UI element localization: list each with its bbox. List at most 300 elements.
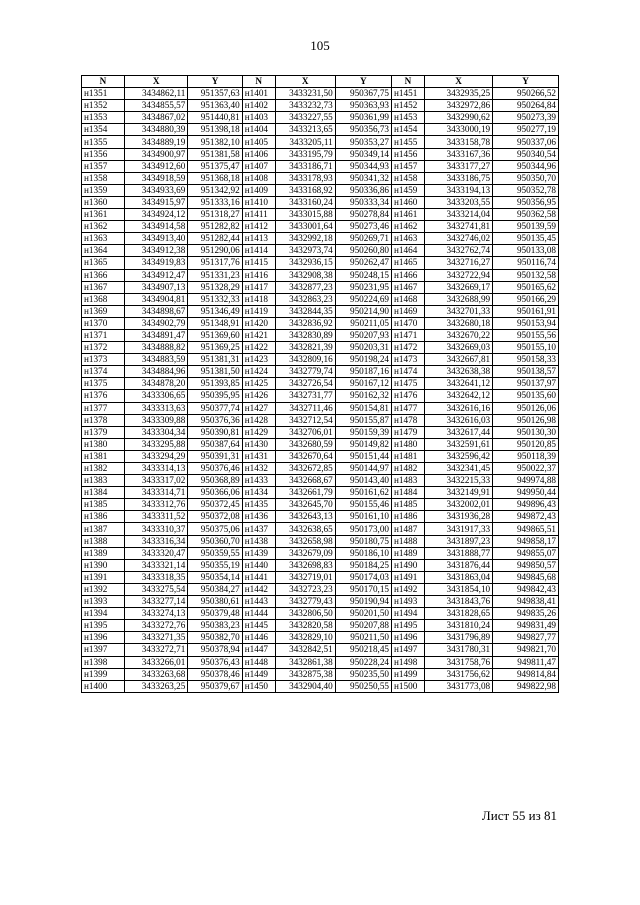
x-coordinate-cell: 3431854,10: [424, 583, 492, 595]
point-id-cell: н1369: [82, 305, 125, 317]
table-row: [82, 426, 559, 438]
y-coordinate-cell: 950155,87: [335, 414, 391, 426]
x-coordinate-cell: 3434862,11: [124, 88, 187, 100]
y-coordinate-cell: 950376,43: [188, 656, 242, 668]
point-id-cell: н1388: [82, 535, 125, 547]
table-row: [82, 535, 559, 547]
point-id-cell: н1446: [242, 632, 275, 644]
y-coordinate-cell: 950350,70: [493, 172, 559, 184]
x-coordinate-cell: 3432670,22: [424, 329, 492, 341]
x-coordinate-cell: 3432820,58: [275, 620, 335, 632]
y-coordinate-cell: 951375,47: [188, 160, 242, 172]
point-id-cell: н1493: [392, 596, 425, 608]
x-coordinate-cell: 3432861,38: [275, 656, 335, 668]
point-id-cell: н1497: [392, 644, 425, 656]
y-coordinate-cell: 950211,05: [335, 317, 391, 329]
x-coordinate-cell: 3433015,88: [275, 209, 335, 221]
y-coordinate-cell: 949855,07: [493, 547, 559, 559]
point-id-cell: н1425: [242, 378, 275, 390]
point-id-cell: н1483: [392, 475, 425, 487]
y-coordinate-cell: 949822,98: [493, 680, 559, 692]
point-id-cell: н1444: [242, 608, 275, 620]
x-coordinate-cell: 3433277,14: [124, 596, 187, 608]
point-id-cell: н1404: [242, 124, 275, 136]
column-header-y: Y: [335, 76, 391, 88]
y-coordinate-cell: 950149,82: [335, 438, 391, 450]
x-coordinate-cell: 3434855,57: [124, 100, 187, 112]
table-row: [82, 366, 559, 378]
point-id-cell: н1437: [242, 523, 275, 535]
y-coordinate-cell: 951290,06: [188, 245, 242, 257]
table-row: [82, 547, 559, 559]
point-id-cell: н1415: [242, 257, 275, 269]
x-coordinate-cell: 3432904,40: [275, 680, 335, 692]
y-coordinate-cell: 950235,50: [335, 668, 391, 680]
y-coordinate-cell: 950231,95: [335, 281, 391, 293]
y-coordinate-cell: 949858,17: [493, 535, 559, 547]
point-id-cell: н1376: [82, 390, 125, 402]
point-id-cell: н1398: [82, 656, 125, 668]
y-coordinate-cell: 951348,91: [188, 317, 242, 329]
point-id-cell: н1365: [82, 257, 125, 269]
point-id-cell: н1358: [82, 172, 125, 184]
y-coordinate-cell: 950361,99: [335, 112, 391, 124]
y-coordinate-cell: 950344,96: [493, 160, 559, 172]
point-id-cell: н1412: [242, 221, 275, 233]
y-coordinate-cell: 951328,29: [188, 281, 242, 293]
x-coordinate-cell: 3432779,43: [275, 596, 335, 608]
table-row: [82, 209, 559, 221]
x-coordinate-cell: 3432829,10: [275, 632, 335, 644]
x-coordinate-cell: 3433000,19: [424, 124, 492, 136]
point-id-cell: н1356: [82, 148, 125, 160]
y-coordinate-cell: 950362,58: [493, 209, 559, 221]
point-id-cell: н1438: [242, 535, 275, 547]
point-id-cell: н1407: [242, 160, 275, 172]
point-id-cell: н1368: [82, 293, 125, 305]
x-coordinate-cell: 3432645,70: [275, 499, 335, 511]
y-coordinate-cell: 950383,23: [188, 620, 242, 632]
table-row: [82, 390, 559, 402]
x-coordinate-cell: 3431897,23: [424, 535, 492, 547]
point-id-cell: н1396: [82, 632, 125, 644]
point-id-cell: н1489: [392, 547, 425, 559]
point-id-cell: н1498: [392, 656, 425, 668]
x-coordinate-cell: 3431936,28: [424, 511, 492, 523]
y-coordinate-cell: 951382,10: [188, 136, 242, 148]
y-coordinate-cell: 950158,33: [493, 354, 559, 366]
point-id-cell: н1422: [242, 342, 275, 354]
point-id-cell: н1431: [242, 450, 275, 462]
y-coordinate-cell: 951369,25: [188, 342, 242, 354]
x-coordinate-cell: 3432741,81: [424, 221, 492, 233]
x-coordinate-cell: 3432669,17: [424, 281, 492, 293]
x-coordinate-cell: 3432706,01: [275, 426, 335, 438]
point-id-cell: н1392: [82, 583, 125, 595]
column-header-x: X: [275, 76, 335, 88]
y-coordinate-cell: 950273,46: [335, 221, 391, 233]
column-header-y: Y: [188, 76, 242, 88]
point-id-cell: н1383: [82, 475, 125, 487]
point-id-cell: н1391: [82, 571, 125, 583]
y-coordinate-cell: 951318,27: [188, 209, 242, 221]
x-coordinate-cell: 3433294,29: [124, 450, 187, 462]
table-row: [82, 608, 559, 620]
y-coordinate-cell: 950187,16: [335, 366, 391, 378]
y-coordinate-cell: 950380,61: [188, 596, 242, 608]
coordinates-table: [81, 75, 559, 693]
y-coordinate-cell: 949831,49: [493, 620, 559, 632]
point-id-cell: н1389: [82, 547, 125, 559]
x-coordinate-cell: 3433271,35: [124, 632, 187, 644]
point-id-cell: н1499: [392, 668, 425, 680]
y-coordinate-cell: 950354,14: [188, 571, 242, 583]
x-coordinate-cell: 3434912,47: [124, 269, 187, 281]
y-coordinate-cell: 950356,73: [335, 124, 391, 136]
y-coordinate-cell: 950153,94: [493, 317, 559, 329]
point-id-cell: н1472: [392, 342, 425, 354]
x-coordinate-cell: 3432638,65: [275, 523, 335, 535]
x-coordinate-cell: 3432642,12: [424, 390, 492, 402]
x-coordinate-cell: 3432972,86: [424, 100, 492, 112]
x-coordinate-cell: 3432731,77: [275, 390, 335, 402]
table-row: [82, 632, 559, 644]
x-coordinate-cell: 3433186,71: [275, 160, 335, 172]
point-id-cell: н1476: [392, 390, 425, 402]
y-coordinate-cell: 949838,41: [493, 596, 559, 608]
table-row: [82, 680, 559, 692]
x-coordinate-cell: 3433177,27: [424, 160, 492, 172]
x-coordinate-cell: 3433274,13: [124, 608, 187, 620]
x-coordinate-cell: 3433314,71: [124, 487, 187, 499]
table-row: [82, 112, 559, 124]
point-id-cell: н1485: [392, 499, 425, 511]
x-coordinate-cell: 3434878,20: [124, 378, 187, 390]
table-row: [82, 329, 559, 341]
y-coordinate-cell: 950278,84: [335, 209, 391, 221]
table-row: [82, 124, 559, 136]
point-id-cell: н1409: [242, 184, 275, 196]
point-id-cell: н1420: [242, 317, 275, 329]
table-row: [82, 342, 559, 354]
table-row: [82, 100, 559, 112]
point-id-cell: н1467: [392, 281, 425, 293]
x-coordinate-cell: 3433160,24: [275, 196, 335, 208]
point-id-cell: н1450: [242, 680, 275, 692]
y-coordinate-cell: 950349,14: [335, 148, 391, 160]
x-coordinate-cell: 3432617,44: [424, 426, 492, 438]
y-coordinate-cell: 950180,75: [335, 535, 391, 547]
point-id-cell: н1457: [392, 160, 425, 172]
point-id-cell: н1402: [242, 100, 275, 112]
point-id-cell: н1361: [82, 209, 125, 221]
point-id-cell: н1395: [82, 620, 125, 632]
x-coordinate-cell: 3433227,55: [275, 112, 335, 124]
y-coordinate-cell: 950395,95: [188, 390, 242, 402]
x-coordinate-cell: 3433231,50: [275, 88, 335, 100]
y-coordinate-cell: 951381,50: [188, 366, 242, 378]
x-coordinate-cell: 3432688,99: [424, 293, 492, 305]
y-coordinate-cell: 950336,86: [335, 184, 391, 196]
point-id-cell: н1403: [242, 112, 275, 124]
point-id-cell: н1449: [242, 668, 275, 680]
point-id-cell: н1419: [242, 305, 275, 317]
point-id-cell: н1394: [82, 608, 125, 620]
point-id-cell: н1427: [242, 402, 275, 414]
y-coordinate-cell: 950367,75: [335, 88, 391, 100]
point-id-cell: н1379: [82, 426, 125, 438]
table-row: [82, 559, 559, 571]
point-id-cell: н1352: [82, 100, 125, 112]
y-coordinate-cell: 950137,97: [493, 378, 559, 390]
point-id-cell: н1468: [392, 293, 425, 305]
x-coordinate-cell: 3432806,50: [275, 608, 335, 620]
x-coordinate-cell: 3432680,18: [424, 317, 492, 329]
point-id-cell: н1380: [82, 438, 125, 450]
point-id-cell: н1465: [392, 257, 425, 269]
x-coordinate-cell: 3432341,45: [424, 463, 492, 475]
table-row: [82, 196, 559, 208]
y-coordinate-cell: 951368,18: [188, 172, 242, 184]
y-coordinate-cell: 950174,03: [335, 571, 391, 583]
y-coordinate-cell: 950363,93: [335, 100, 391, 112]
table-row: [82, 233, 559, 245]
point-id-cell: н1455: [392, 136, 425, 148]
table-row: [82, 499, 559, 511]
point-id-cell: н1370: [82, 317, 125, 329]
y-coordinate-cell: 950144,97: [335, 463, 391, 475]
y-coordinate-cell: 950190,94: [335, 596, 391, 608]
x-coordinate-cell: 3434902,79: [124, 317, 187, 329]
y-coordinate-cell: 949872,43: [493, 511, 559, 523]
x-coordinate-cell: 3433313,63: [124, 402, 187, 414]
y-coordinate-cell: 950228,24: [335, 656, 391, 668]
table-row: [82, 257, 559, 269]
y-coordinate-cell: 950120,85: [493, 438, 559, 450]
y-coordinate-cell: 950203,31: [335, 342, 391, 354]
y-coordinate-cell: 949974,88: [493, 475, 559, 487]
y-coordinate-cell: 950260,80: [335, 245, 391, 257]
y-coordinate-cell: 950333,34: [335, 196, 391, 208]
x-coordinate-cell: 3433304,34: [124, 426, 187, 438]
x-coordinate-cell: 3433309,88: [124, 414, 187, 426]
x-coordinate-cell: 3432591,61: [424, 438, 492, 450]
point-id-cell: н1477: [392, 402, 425, 414]
x-coordinate-cell: 3431917,33: [424, 523, 492, 535]
x-coordinate-cell: 3434884,96: [124, 366, 187, 378]
y-coordinate-cell: 950132,58: [493, 269, 559, 281]
column-header-n: N: [392, 76, 425, 88]
x-coordinate-cell: 3432844,35: [275, 305, 335, 317]
x-coordinate-cell: 3432723,23: [275, 583, 335, 595]
x-coordinate-cell: 3432698,83: [275, 559, 335, 571]
point-id-cell: н1364: [82, 245, 125, 257]
x-coordinate-cell: 3432679,09: [275, 547, 335, 559]
point-id-cell: н1375: [82, 378, 125, 390]
x-coordinate-cell: 3432779,74: [275, 366, 335, 378]
y-coordinate-cell: 950022,37: [493, 463, 559, 475]
table-row: [82, 402, 559, 414]
point-id-cell: н1492: [392, 583, 425, 595]
point-id-cell: н1351: [82, 88, 125, 100]
table-row: [82, 438, 559, 450]
y-coordinate-cell: 949814,84: [493, 668, 559, 680]
table-row: [82, 475, 559, 487]
page-number: 105: [310, 38, 330, 53]
point-id-cell: н1479: [392, 426, 425, 438]
x-coordinate-cell: 3433311,52: [124, 511, 187, 523]
y-coordinate-cell: 950159,39: [335, 426, 391, 438]
point-id-cell: н1441: [242, 571, 275, 583]
x-coordinate-cell: 3432669,03: [424, 342, 492, 354]
y-coordinate-cell: 949845,68: [493, 571, 559, 583]
x-coordinate-cell: 3432658,98: [275, 535, 335, 547]
x-coordinate-cell: 3432149,91: [424, 487, 492, 499]
x-coordinate-cell: 3432877,23: [275, 281, 335, 293]
point-id-cell: н1410: [242, 196, 275, 208]
point-id-cell: н1439: [242, 547, 275, 559]
x-coordinate-cell: 3432668,67: [275, 475, 335, 487]
x-coordinate-cell: 3433272,71: [124, 644, 187, 656]
y-coordinate-cell: 951332,33: [188, 293, 242, 305]
point-id-cell: н1481: [392, 450, 425, 462]
point-id-cell: н1451: [392, 88, 425, 100]
y-coordinate-cell: 951282,82: [188, 221, 242, 233]
x-coordinate-cell: 3432680,59: [275, 438, 335, 450]
x-coordinate-cell: 3432616,16: [424, 402, 492, 414]
y-coordinate-cell: 950337,06: [493, 136, 559, 148]
x-coordinate-cell: 3434915,97: [124, 196, 187, 208]
point-id-cell: н1463: [392, 233, 425, 245]
x-coordinate-cell: 3432863,23: [275, 293, 335, 305]
point-id-cell: н1377: [82, 402, 125, 414]
point-id-cell: н1490: [392, 559, 425, 571]
y-coordinate-cell: 950162,32: [335, 390, 391, 402]
y-coordinate-cell: 950372,45: [188, 499, 242, 511]
y-coordinate-cell: 949835,26: [493, 608, 559, 620]
x-coordinate-cell: 3433306,65: [124, 390, 187, 402]
y-coordinate-cell: 950155,10: [493, 342, 559, 354]
x-coordinate-cell: 3432726,54: [275, 378, 335, 390]
table-row: [82, 463, 559, 475]
x-coordinate-cell: 3433186,75: [424, 172, 492, 184]
y-coordinate-cell: 951369,60: [188, 329, 242, 341]
point-id-cell: н1459: [392, 184, 425, 196]
table-row: [82, 293, 559, 305]
y-coordinate-cell: 950155,46: [335, 499, 391, 511]
x-coordinate-cell: 3434883,59: [124, 354, 187, 366]
table-body: [82, 88, 559, 693]
x-coordinate-cell: 3433312,76: [124, 499, 187, 511]
y-coordinate-cell: 950166,29: [493, 293, 559, 305]
point-id-cell: н1432: [242, 463, 275, 475]
table-row: [82, 414, 559, 426]
point-id-cell: н1464: [392, 245, 425, 257]
point-id-cell: н1430: [242, 438, 275, 450]
y-coordinate-cell: 951317,76: [188, 257, 242, 269]
x-coordinate-cell: 3434912,60: [124, 160, 187, 172]
x-coordinate-cell: 3433263,25: [124, 680, 187, 692]
x-coordinate-cell: 3433318,35: [124, 571, 187, 583]
column-header-x: X: [424, 76, 492, 88]
table-row: [82, 450, 559, 462]
point-id-cell: н1448: [242, 656, 275, 668]
point-id-cell: н1433: [242, 475, 275, 487]
table-row: [82, 160, 559, 172]
point-id-cell: н1443: [242, 596, 275, 608]
point-id-cell: н1434: [242, 487, 275, 499]
point-id-cell: н1371: [82, 329, 125, 341]
y-coordinate-cell: 950201,50: [335, 608, 391, 620]
point-id-cell: н1442: [242, 583, 275, 595]
y-coordinate-cell: 950266,52: [493, 88, 559, 100]
point-id-cell: н1363: [82, 233, 125, 245]
y-coordinate-cell: 951333,16: [188, 196, 242, 208]
point-id-cell: н1447: [242, 644, 275, 656]
y-coordinate-cell: 950211,50: [335, 632, 391, 644]
y-coordinate-cell: 951346,49: [188, 305, 242, 317]
point-id-cell: н1373: [82, 354, 125, 366]
point-id-cell: н1413: [242, 233, 275, 245]
y-coordinate-cell: 950161,62: [335, 487, 391, 499]
y-coordinate-cell: 950387,64: [188, 438, 242, 450]
x-coordinate-cell: 3433266,01: [124, 656, 187, 668]
y-coordinate-cell: 950391,31: [188, 450, 242, 462]
x-coordinate-cell: 3433317,02: [124, 475, 187, 487]
point-id-cell: н1414: [242, 245, 275, 257]
y-coordinate-cell: 950359,55: [188, 547, 242, 559]
point-id-cell: н1390: [82, 559, 125, 571]
x-coordinate-cell: 3433167,36: [424, 148, 492, 160]
y-coordinate-cell: 950139,59: [493, 221, 559, 233]
table-row: [82, 583, 559, 595]
x-coordinate-cell: 3434900,97: [124, 148, 187, 160]
y-coordinate-cell: 950184,25: [335, 559, 391, 571]
y-coordinate-cell: 949811,47: [493, 656, 559, 668]
table-row: [82, 644, 559, 656]
y-coordinate-cell: 950375,06: [188, 523, 242, 535]
y-coordinate-cell: 950116,74: [493, 257, 559, 269]
y-coordinate-cell: 950340,54: [493, 148, 559, 160]
x-coordinate-cell: 3434889,19: [124, 136, 187, 148]
point-id-cell: н1456: [392, 148, 425, 160]
point-id-cell: н1473: [392, 354, 425, 366]
y-coordinate-cell: 950133,08: [493, 245, 559, 257]
y-coordinate-cell: 949850,57: [493, 559, 559, 571]
y-coordinate-cell: 950376,36: [188, 414, 242, 426]
y-coordinate-cell: 950378,46: [188, 668, 242, 680]
point-id-cell: н1401: [242, 88, 275, 100]
point-id-cell: н1475: [392, 378, 425, 390]
point-id-cell: н1429: [242, 426, 275, 438]
table-row: [82, 511, 559, 523]
y-coordinate-cell: 950130,30: [493, 426, 559, 438]
x-coordinate-cell: 3432716,27: [424, 257, 492, 269]
y-coordinate-cell: 950155,56: [493, 329, 559, 341]
x-coordinate-cell: 3434933,69: [124, 184, 187, 196]
x-coordinate-cell: 3431756,62: [424, 668, 492, 680]
x-coordinate-cell: 3432992,18: [275, 233, 335, 245]
x-coordinate-cell: 3432643,13: [275, 511, 335, 523]
x-coordinate-cell: 3432641,12: [424, 378, 492, 390]
point-id-cell: н1372: [82, 342, 125, 354]
x-coordinate-cell: 3432711,46: [275, 402, 335, 414]
y-coordinate-cell: 951282,44: [188, 233, 242, 245]
point-id-cell: н1482: [392, 463, 425, 475]
y-coordinate-cell: 950250,55: [335, 680, 391, 692]
x-coordinate-cell: 3433158,78: [424, 136, 492, 148]
x-coordinate-cell: 3433232,73: [275, 100, 335, 112]
